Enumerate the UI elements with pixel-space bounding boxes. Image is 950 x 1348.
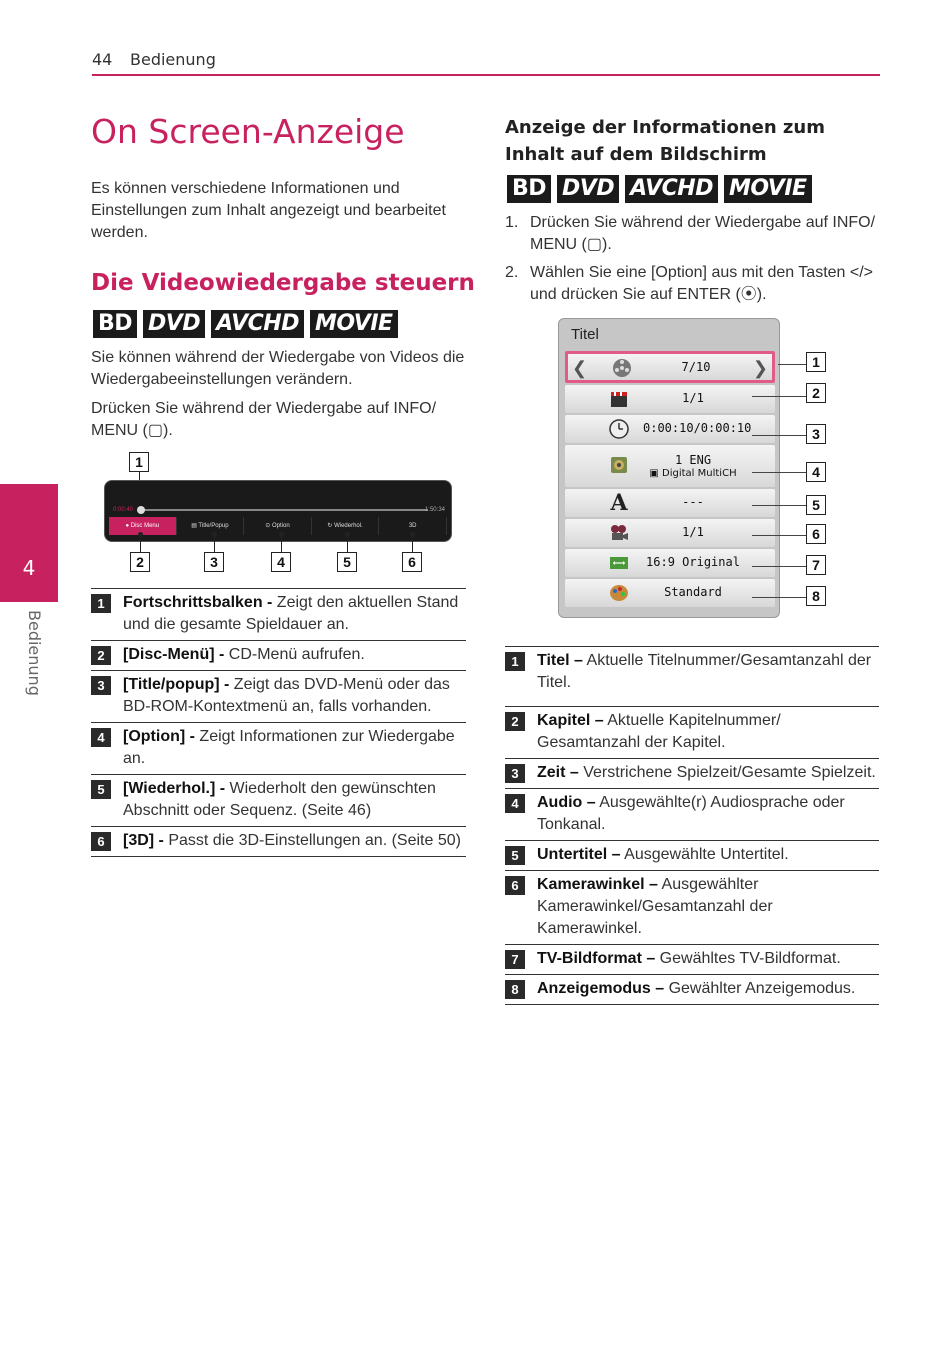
badge-dvd: DVD — [143, 310, 205, 338]
intro-text: Es können verschiedene Informationen und Einstellungen zum Inhalt angezeigt und bearbeitet werden. — [91, 180, 446, 241]
callout-line-r7 — [752, 566, 806, 567]
step-text: Drücken Sie während der Wiedergabe auf INFO/ MENU (▢). — [530, 214, 876, 253]
item-text: Ausgewählter Kamerawinkel/Gesamtanzahl der Kamerawinkel. — [537, 876, 773, 937]
callout-line-2 — [140, 534, 141, 552]
item-term: [Disc-Menü] - — [123, 646, 225, 663]
page-number: 44 — [92, 50, 113, 69]
callout-3: 3 — [204, 552, 224, 572]
item-term: Anzeigemodus – — [537, 980, 665, 997]
menu-value: 1 ENG — [674, 453, 712, 467]
item-marker: 8 — [505, 980, 525, 999]
info-legend-list — [505, 646, 879, 1005]
list-item — [91, 588, 466, 640]
callout-r4: 4 — [806, 462, 826, 482]
list-item — [505, 840, 879, 870]
menu-row-tv-aspect[interactable] — [565, 549, 775, 577]
callout-6: 6 — [402, 552, 422, 572]
menu-value: 7/10 — [681, 360, 711, 374]
section-title: Bedienung — [130, 50, 216, 69]
progress-handle — [137, 506, 145, 514]
item-marker: 6 — [91, 832, 111, 851]
item-marker: 7 — [505, 950, 525, 969]
list-item — [91, 774, 466, 826]
clock-icon — [609, 419, 629, 439]
badge-avchd: AVCHD — [211, 310, 304, 338]
step-item — [505, 212, 880, 256]
item-term: [Wiederhol.] - — [123, 780, 226, 797]
list-item — [91, 826, 466, 857]
menu-value: 0:00:10/0:00:10 — [643, 421, 752, 435]
item-text: Ausgewählte(r) Audiosprache oder Tonkanal. — [537, 794, 845, 833]
total-time: 1:50:34 — [424, 507, 445, 513]
item-text: Zeigt den aktuellen Stand und die gesamte Spieldauer an. — [123, 594, 459, 633]
callout-line-r1 — [778, 364, 806, 365]
item-text: Aktuelle Titelnummer/Gesamtanzahl der Titel. — [537, 652, 872, 691]
speaker-icon — [609, 455, 629, 475]
item-term: [Option] - — [123, 728, 195, 745]
callout-5: 5 — [337, 552, 357, 572]
callout-r8: 8 — [806, 586, 826, 606]
chapter-number: 4 — [22, 556, 36, 580]
item-term: Untertitel – — [537, 846, 621, 863]
item-term: Kamerawinkel – — [537, 876, 658, 893]
item-term: Kapitel – — [537, 712, 604, 729]
paragraph-instruction: Drücken Sie während der Wiedergabe auf INFO/ MENU (▢). — [91, 400, 437, 439]
item-text: Gewähltes TV-Bildformat. — [655, 950, 841, 967]
disc-menu-button[interactable]: ● Disc Menu — [109, 517, 177, 535]
menu-value: 1/1 — [682, 525, 704, 539]
item-marker: 6 — [505, 876, 525, 895]
menu-row-chapter[interactable] — [565, 385, 775, 413]
item-marker: 1 — [91, 594, 111, 613]
format-badges — [93, 310, 398, 338]
subtitle-a-icon: A — [610, 490, 628, 516]
item-marker: 5 — [505, 846, 525, 865]
aspect-ratio-icon — [609, 553, 629, 573]
callout-line-r5 — [752, 505, 806, 506]
chapter-tab — [0, 484, 58, 600]
info-menu-title: Titel — [571, 326, 599, 343]
chevron-right-icon[interactable]: ❯ — [752, 358, 768, 378]
page-title: On Screen-Anzeige — [91, 112, 405, 151]
callout-4: 4 — [271, 552, 291, 572]
callout-r1: 1 — [806, 352, 826, 372]
item-marker: 4 — [505, 794, 525, 813]
current-time: 0:00:40 — [113, 507, 134, 513]
list-item — [505, 944, 879, 974]
badge-bd: BD — [507, 175, 551, 203]
badge-movie: MOVIE — [724, 175, 812, 203]
playback-legend-list — [91, 588, 466, 857]
callout-line-3 — [214, 534, 215, 552]
callout-line-6 — [412, 534, 413, 552]
step-text: Wählen Sie eine [Option] aus mit den Tasten </> und drücken Sie auf ENTER (⦿). — [530, 264, 874, 303]
page-header — [92, 48, 880, 76]
menu-row-subtitle[interactable] — [565, 489, 775, 517]
list-item — [505, 646, 879, 706]
item-text: Wiederholt den gewünschten Abschnitt oder Sequenz. (Seite 46) — [123, 780, 436, 819]
callout-r2: 2 — [806, 383, 826, 403]
list-item — [505, 758, 879, 788]
menu-row-angle[interactable] — [565, 519, 775, 547]
item-term: Fortschrittsbalken - — [123, 594, 273, 611]
badge-bd: BD — [93, 310, 137, 338]
list-item — [91, 670, 466, 722]
list-item — [91, 640, 466, 670]
item-text: Passt die 3D-Einstellungen an. (Seite 50) — [163, 832, 461, 849]
title-popup-button[interactable]: ▤ Title/Popup — [177, 517, 245, 535]
callout-line-r2 — [752, 396, 806, 397]
option-button[interactable]: ⊙ Option — [244, 517, 312, 535]
item-marker: 2 — [505, 712, 525, 731]
callout-2: 2 — [130, 552, 150, 572]
list-item — [505, 788, 879, 840]
item-text: Zeigt das DVD-Menü oder das BD-ROM-Kontextmenü an, falls vorhanden. — [123, 676, 450, 715]
item-marker: 3 — [91, 676, 111, 695]
repeat-button[interactable]: ↻ Wiederhol. — [312, 517, 380, 535]
callout-r5: 5 — [806, 495, 826, 515]
item-marker: 2 — [91, 646, 111, 665]
item-text: Ausgewählte Untertitel. — [620, 846, 789, 863]
progress-track — [142, 509, 428, 511]
item-marker: 3 — [505, 764, 525, 783]
chapter-tab-divider — [0, 600, 58, 602]
3d-button[interactable]: 3D — [379, 517, 447, 535]
playback-button-row — [109, 517, 447, 535]
item-marker: 5 — [91, 780, 111, 799]
step-number: 2. — [505, 264, 519, 281]
badge-avchd: AVCHD — [625, 175, 718, 203]
item-term: Audio – — [537, 794, 596, 811]
playback-control-bar — [104, 480, 452, 542]
list-item — [505, 974, 879, 1005]
item-term: [Title/popup] - — [123, 676, 230, 693]
menu-value: 16:9 Original — [646, 555, 740, 569]
item-term: Titel – — [537, 652, 583, 669]
steps-list — [505, 212, 880, 312]
callout-line-r8 — [752, 597, 806, 598]
right-section-heading: Anzeige der Informationen zum Inhalt auf dem Bildschirm — [505, 117, 825, 165]
chapter-label — [24, 610, 48, 710]
callout-line-r4 — [752, 472, 806, 473]
chevron-left-icon[interactable]: ❮ — [572, 358, 588, 378]
item-text: Zeigt Informationen zur Wiedergabe an. — [123, 728, 455, 767]
camera-icon — [609, 523, 629, 543]
item-text: CD-Menü aufrufen. — [224, 646, 365, 663]
menu-row-time[interactable] — [565, 415, 775, 443]
callout-line-r3 — [752, 435, 806, 436]
item-term: TV-Bildformat – — [537, 950, 656, 967]
callout-r7: 7 — [806, 555, 826, 575]
film-reel-icon — [612, 358, 632, 378]
list-item — [505, 870, 879, 944]
list-item — [505, 706, 879, 758]
section-heading: Die Videowiedergabe steuern — [91, 270, 475, 296]
item-text: Verstrichene Spielzeit/Gesamte Spielzeit. — [578, 764, 876, 781]
paragraph-playback: Sie können während der Wiedergabe von Videos die Wiedergabeeinstellungen verändern. — [91, 349, 465, 388]
badge-movie: MOVIE — [310, 310, 398, 338]
list-item — [91, 722, 466, 774]
item-term: [3D] - — [123, 832, 164, 849]
item-marker: 4 — [91, 728, 111, 747]
item-marker: 1 — [505, 652, 525, 671]
step-item — [505, 262, 880, 306]
menu-value: Standard — [664, 585, 722, 599]
step-number: 1. — [505, 214, 519, 231]
callout-1: 1 — [129, 452, 149, 472]
item-text: Aktuelle Kapitelnummer/ Gesamtanzahl der Kapitel. — [537, 712, 781, 751]
menu-value: --- — [682, 495, 704, 509]
badge-dvd: DVD — [557, 175, 619, 203]
clapperboard-icon — [609, 389, 629, 409]
callout-line-4 — [281, 534, 282, 552]
chapter-label-text: Bedienung — [25, 610, 44, 696]
callout-r3: 3 — [806, 424, 826, 444]
callout-line-5 — [347, 534, 348, 552]
menu-subvalue: ▣ Digital MultiCH — [649, 468, 737, 479]
callout-line-r6 — [752, 535, 806, 536]
item-term: Zeit – — [537, 764, 579, 781]
menu-value: 1/1 — [682, 391, 704, 405]
menu-row-display-mode[interactable] — [565, 579, 775, 607]
palette-icon — [609, 583, 629, 603]
item-text: Gewählter Anzeigemodus. — [664, 980, 856, 997]
menu-row-audio[interactable] — [565, 445, 775, 487]
callout-r6: 6 — [806, 524, 826, 544]
right-format-badges — [507, 175, 812, 203]
info-menu-panel — [558, 318, 780, 618]
menu-row-title[interactable] — [565, 351, 775, 383]
